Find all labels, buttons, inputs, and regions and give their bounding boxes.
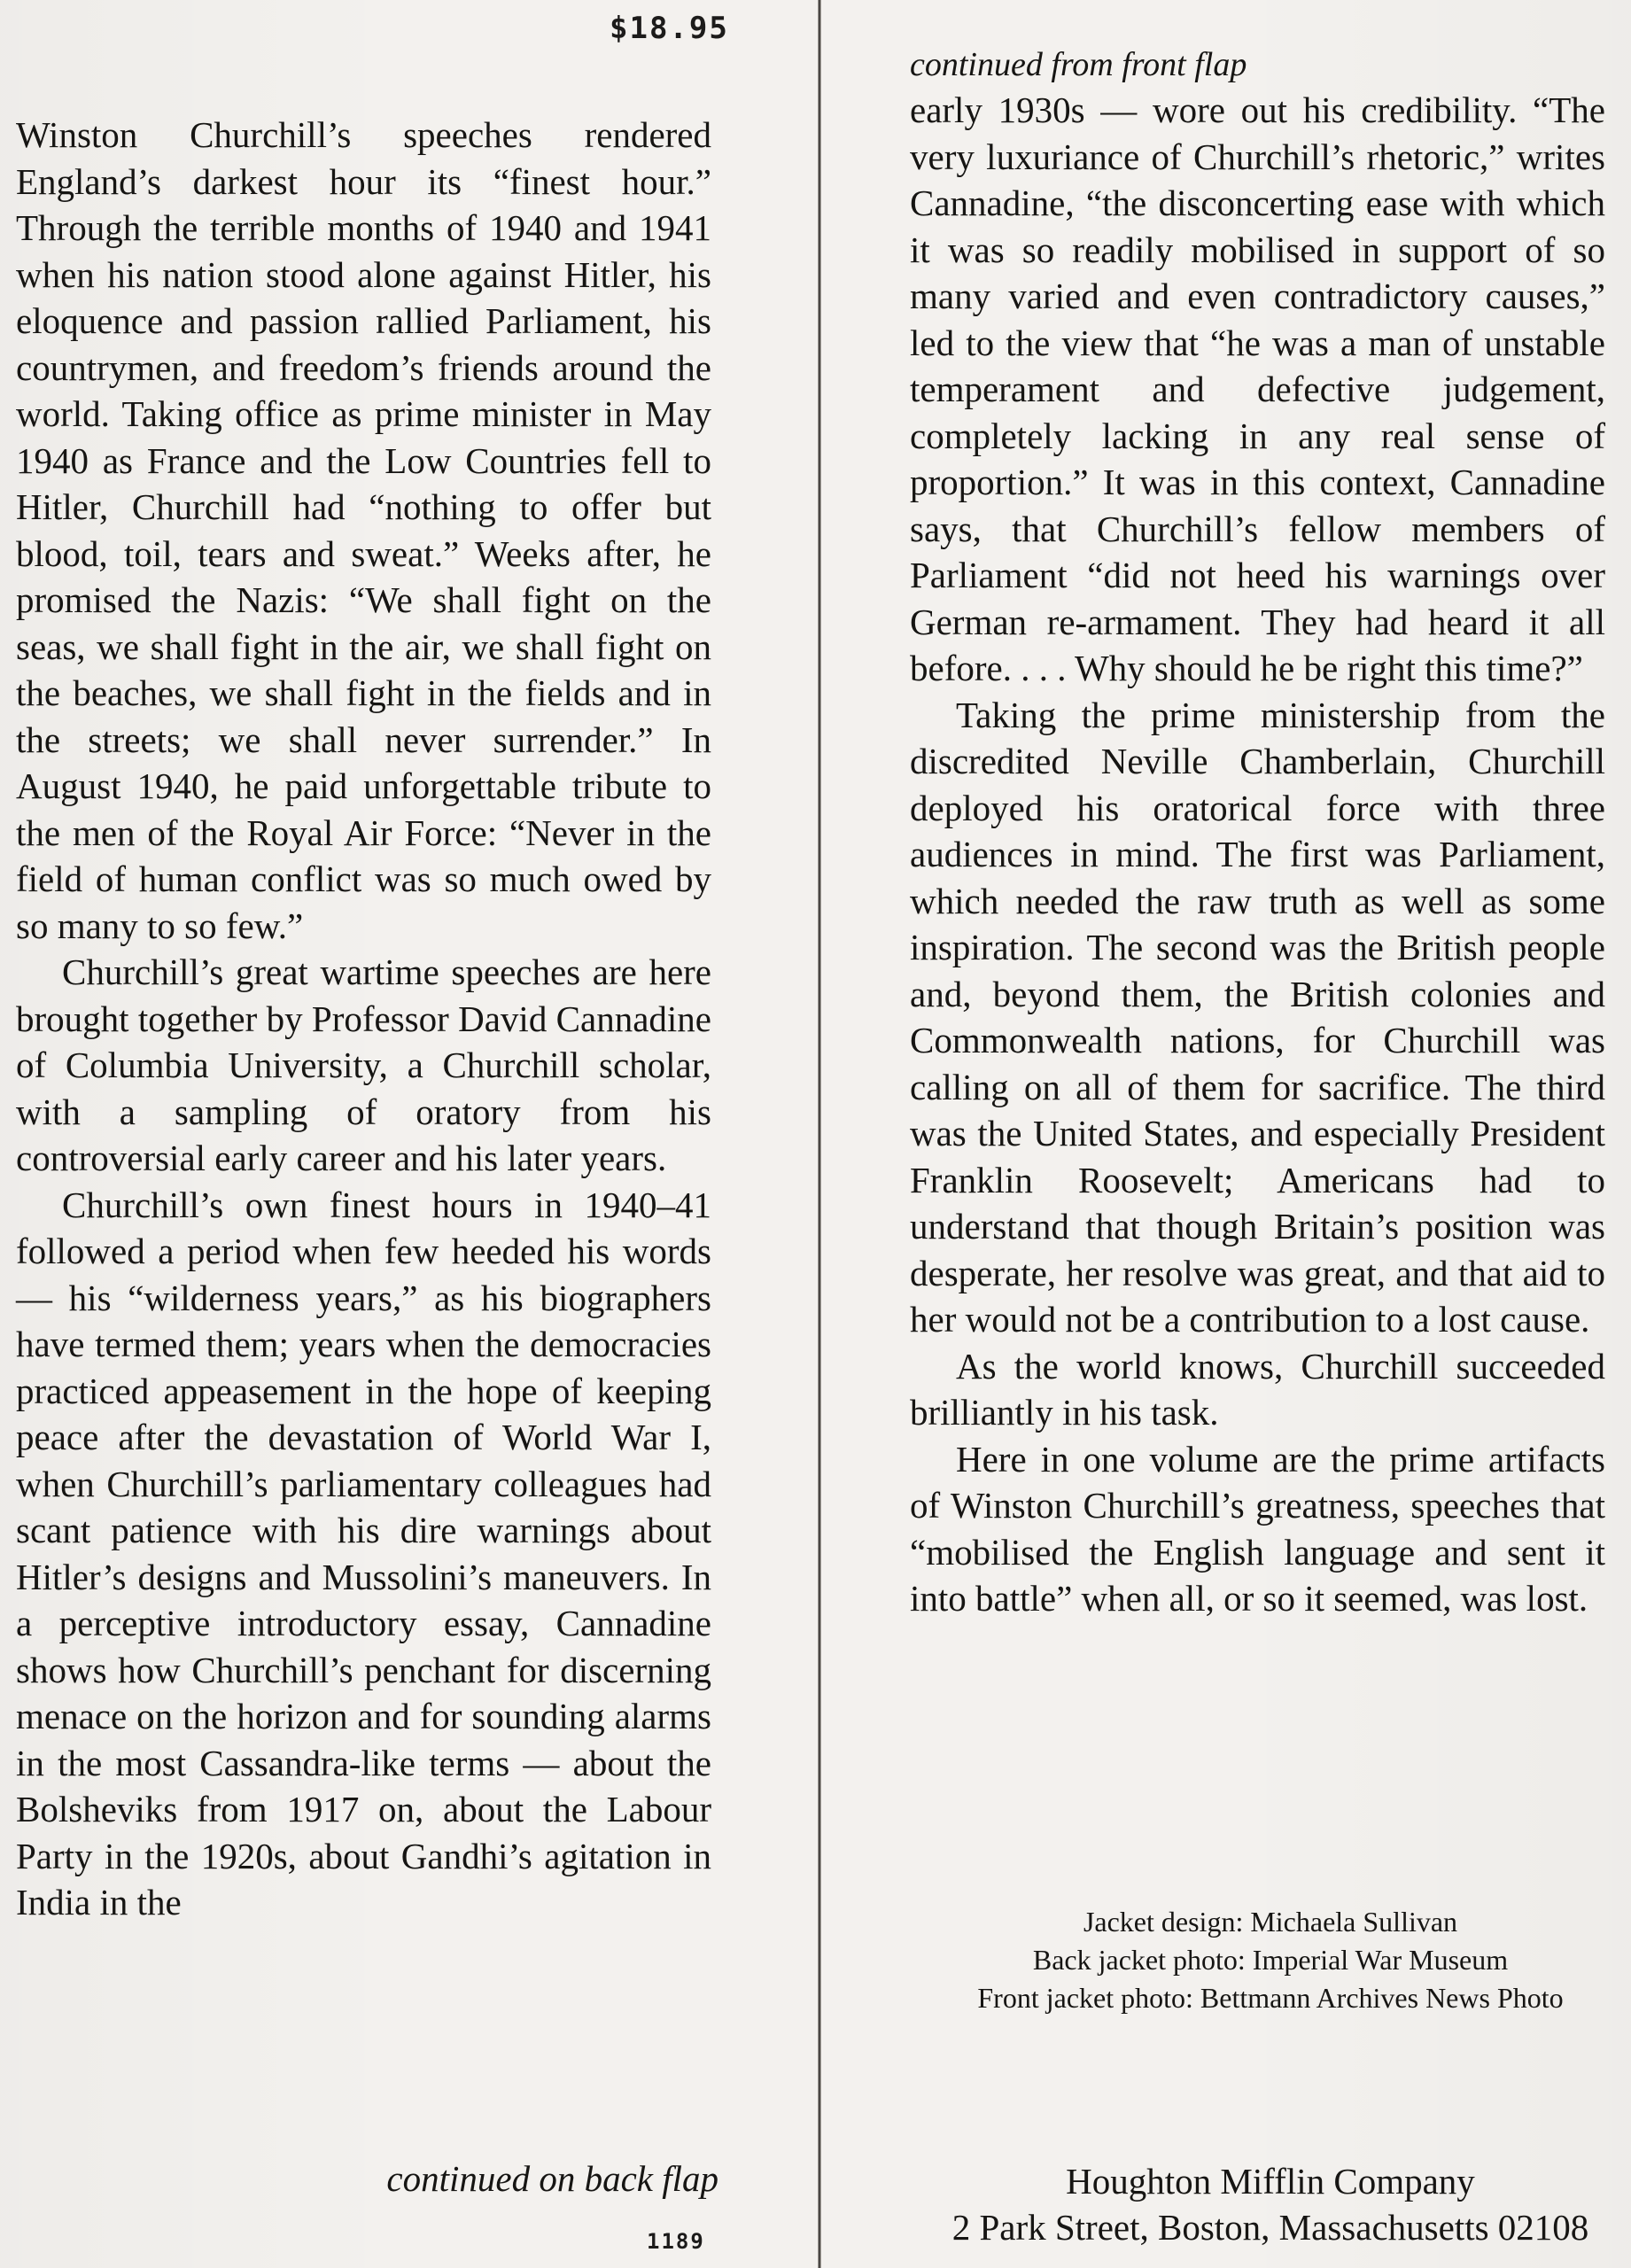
back-flap-paragraph: As the world knows, Churchill succeeded brilliantly in his task. [910, 1345, 1605, 1433]
back-flap-column [910, 43, 1605, 1622]
front-flap-column [16, 112, 711, 1926]
credit-line: Front jacket photo: Bettmann Archives News Photo [977, 1982, 1564, 2014]
publisher-name: Houghton Mifflin Company [1066, 2161, 1475, 2202]
publisher-block [910, 2158, 1631, 2250]
front-flap-paragraph: Churchill’s own finest hours in 1940–41 followed a period when few heeded his words — his “wilderness years,” as his biographers have termed them; years when the democracies practiced appeasement in the hope of keeping peace after the devastation of World War I, when Churchill’s parliamentary colleagues had scant patience with his dire warnings about Hitler’s designs and Mussolini’s maneuvers. In a perceptive introductory essay, Cannadine shows how Churchill’s penchant for discerning menace on the horizon and for sounding alarms in the most Cassandra-like terms — about the Bolsheviks from 1917 on, about the Labour Party in the 1920s, about Gandhi’s agitation in India in the [16, 1184, 711, 1922]
back-flap-paragraph: Taking the prime ministership from the discredited Neville Chamberlain, Churchill deployed his oratorical force with three audiences in mind. The first was Parliament, which needed the raw truth as well as some inspiration. The second was the British people and, beyond them, the British colonies and Commonwealth nations, for Churchill was calling on all of them for sacrifice. The third was the United States, and especially President Franklin Roosevelt; Americans had to understand that though Britain’s position was desperate, her resolve was great, and that aid to her would not be a contribution to a lost cause. [910, 694, 1605, 1340]
continued-from-front-flap-note: continued from front flap [910, 46, 1247, 83]
price-mark: $18.95 [610, 11, 729, 46]
jacket-credits [910, 1903, 1631, 2017]
credit-line: Jacket design: Michaela Sullivan [1083, 1906, 1458, 1938]
back-flap-paragraph: Here in one volume are the prime artifacts of Winston Churchill’s greatness, speeches that “mobilised the English language and sent it into battle” when all, or so it seemed, was lost. [910, 1438, 1605, 1619]
back-flap-paragraph: early 1930s — wore out his credibility. “The very luxuriance of Churchill’s rhetoric,” writes Cannadine, “the disconcerting ease with which it was so readily mobilised in support of so many varied and even contradictory causes,” led to the view that “he was a man of unstable temperament and defective judgement, completely lacking in any real sense of proportion.” It was in this context, Cannadine says, that Churchill’s fellow members of Parliament “did not heed his warnings over German re-armament. They had heard it all before. . . . Why should he be right this time?” [910, 89, 1605, 688]
credit-line: Back jacket photo: Imperial War Museum [1032, 1944, 1509, 1976]
front-flap-paragraph: Winston Churchill’s speeches rendered England’s darkest hour its “finest hour.” Through the terrible months of 1940 and 1941 when his nation stood alone against Hitler, his eloquence and passion rallied Parliament, his countrymen, and freedom’s friends around the world. Taking office as prime minister in May 1940 as France and the Low Countries fell to Hitler, Churchill had “nothing to offer but blood, toil, tears and sweat.” Weeks after, he promised the Nazis: “We shall fight on the seas, we shall fight in the air, we shall fight on the beaches, we shall fight in the fields and in the streets; we shall never surrender.” In August 1940, he paid unforgettable tribute to the men of the Royal Air Force: “Never in the field of human conflict was so much owed by so many to so few.” [16, 114, 711, 946]
front-flap-paragraph: Churchill’s great wartime speeches are here brought together by Professor David Cannadine of Columbia University, a Churchill scholar, with a sampling of oratory from his controversial early career and his later years. [16, 951, 711, 1178]
publisher-address: 2 Park Street, Boston, Massachusetts 02108 [951, 2207, 1589, 2248]
flap-fold-divider [818, 0, 821, 2268]
catalog-code: 1189 [647, 2229, 705, 2254]
continued-on-back-flap-note: continued on back flap [386, 2158, 718, 2199]
